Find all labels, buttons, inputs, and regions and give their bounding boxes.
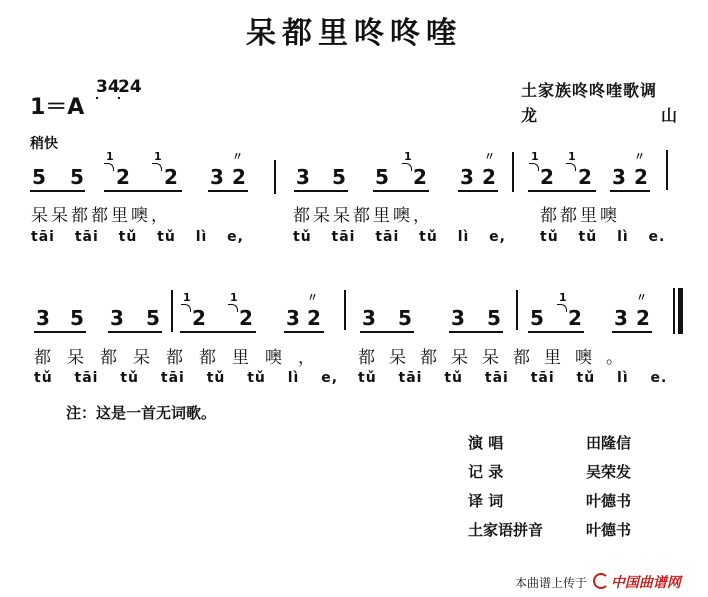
- ornament-mark: 〃: [232, 150, 243, 163]
- grace-note: 1: [568, 150, 576, 163]
- note: 5: [530, 306, 544, 330]
- credit-row: [468, 457, 631, 486]
- grace-note: 1: [154, 150, 162, 163]
- grace-slur: [529, 163, 539, 171]
- note: 3: [460, 165, 474, 189]
- note: 3: [362, 306, 376, 330]
- lyrics-line: 都呆都呆都都里噢，: [34, 348, 331, 368]
- grace-slur: [557, 304, 567, 312]
- lyrics-line: 都呆呆都里噢，: [293, 206, 433, 226]
- tempo-marking: 稍快: [30, 136, 58, 152]
- credit-label: 译 词: [468, 492, 504, 510]
- grace-note: 1: [106, 150, 114, 163]
- credit-label: 记 录: [468, 463, 504, 481]
- beam: [610, 190, 650, 192]
- final-bar-line: [673, 288, 683, 334]
- note: 3: [36, 306, 50, 330]
- note: 2: [568, 306, 582, 330]
- credit-label: 演 唱: [468, 434, 504, 452]
- ornament-mark: 〃: [636, 291, 647, 304]
- beam: [528, 331, 584, 333]
- note: 2: [540, 165, 554, 189]
- grace-slur: [152, 163, 162, 171]
- collector-name: 龙 山: [521, 106, 677, 125]
- lyrics-line: 呆呆都都里噢，: [31, 206, 171, 226]
- brand-logo-icon: [593, 573, 609, 589]
- credit-label: 土家语拼音: [468, 521, 544, 539]
- beam: [108, 331, 162, 333]
- grace-slur: [402, 163, 412, 171]
- credit-value: 田隆信: [586, 434, 632, 452]
- beam: [284, 331, 324, 333]
- note: 3: [110, 306, 124, 330]
- beam: [373, 190, 429, 192]
- note: 5: [332, 165, 346, 189]
- grace-note: 1: [230, 291, 238, 304]
- note: 5: [70, 165, 84, 189]
- pinyin-line: tǔ tāi tǔ tāi tāi tǔ lì e.: [358, 370, 668, 386]
- beam: [104, 190, 182, 192]
- note: 2: [636, 306, 650, 330]
- ornament-mark: 〃: [307, 291, 318, 304]
- time-signature-3-4: 3 4: [96, 77, 120, 97]
- note: 2: [164, 165, 178, 189]
- note: 2: [634, 165, 648, 189]
- beam: [458, 190, 498, 192]
- ornament-mark: 〃: [634, 150, 645, 163]
- brand-name: 中国曲谱网: [610, 575, 681, 591]
- grace-slur: [566, 163, 576, 171]
- lyrics-line: 都都里噢: [540, 206, 620, 226]
- pinyin-line: tǔ tāi tāi tǔ lì e,: [293, 229, 506, 245]
- bar-line: [344, 290, 346, 330]
- ornament-mark: 〃: [484, 150, 495, 163]
- note: 3: [210, 165, 224, 189]
- bar-line: [171, 290, 173, 332]
- note: 5: [70, 306, 84, 330]
- grace-note: 1: [183, 291, 191, 304]
- beam: [30, 190, 85, 192]
- pinyin-line: tǔ tǔ lì e.: [540, 229, 666, 245]
- grace-note: 1: [559, 291, 567, 304]
- credit-row: [468, 428, 631, 457]
- annotation-note: 注：这是一首无词歌。: [66, 404, 217, 422]
- note: 3: [614, 306, 628, 330]
- note: 2: [578, 165, 592, 189]
- bar-line: [274, 160, 276, 194]
- note: 3: [451, 306, 465, 330]
- credit-row: [468, 515, 631, 544]
- beam: [528, 190, 596, 192]
- grace-slur: [181, 304, 191, 312]
- note: 5: [487, 306, 501, 330]
- credit-value: 吴荣发: [586, 463, 632, 481]
- song-title: 呆都里咚咚喹: [246, 16, 462, 51]
- note: 5: [146, 306, 160, 330]
- footer-text: 本曲谱上传于: [515, 576, 588, 590]
- beam: [360, 331, 414, 333]
- bar-line: [512, 152, 514, 192]
- lyrics-line: 都呆都呆呆都里噢。: [358, 348, 637, 368]
- bar-line: [666, 150, 668, 190]
- key-signature: 1＝A: [30, 95, 85, 120]
- note: 5: [32, 165, 46, 189]
- pinyin-line: tǔ tāi tǔ tāi tǔ tǔ lì e,: [34, 370, 339, 386]
- grace-note: 1: [531, 150, 539, 163]
- note: 3: [296, 165, 310, 189]
- note: 3: [612, 165, 626, 189]
- site-brand-link[interactable]: [593, 572, 681, 592]
- beam: [449, 331, 503, 333]
- credit-value: 叶德书: [586, 492, 632, 510]
- note: 2: [239, 306, 253, 330]
- note: 5: [398, 306, 412, 330]
- note: 2: [482, 165, 496, 189]
- note: 2: [307, 306, 321, 330]
- song-source: 土家族咚咚喹歌调: [521, 81, 658, 100]
- beam: [294, 190, 348, 192]
- credit-row: [468, 486, 631, 515]
- footer: [515, 572, 681, 592]
- time-signature-2-4: 2 4: [118, 77, 142, 97]
- beam: [612, 331, 652, 333]
- note: 2: [232, 165, 246, 189]
- note: 3: [286, 306, 300, 330]
- note: 2: [192, 306, 206, 330]
- grace-slur: [228, 304, 238, 312]
- note: 2: [116, 165, 130, 189]
- grace-note: 1: [404, 150, 412, 163]
- beam: [208, 190, 248, 192]
- pinyin-line: tāi tāi tǔ tǔ lì e,: [31, 229, 244, 245]
- bar-line: [516, 290, 518, 330]
- beam: [34, 331, 86, 333]
- credits-block: [468, 428, 631, 544]
- note: 2: [413, 165, 427, 189]
- grace-slur: [104, 163, 114, 171]
- credit-value: 叶德书: [586, 521, 632, 539]
- beam: [180, 331, 256, 333]
- note: 5: [375, 165, 389, 189]
